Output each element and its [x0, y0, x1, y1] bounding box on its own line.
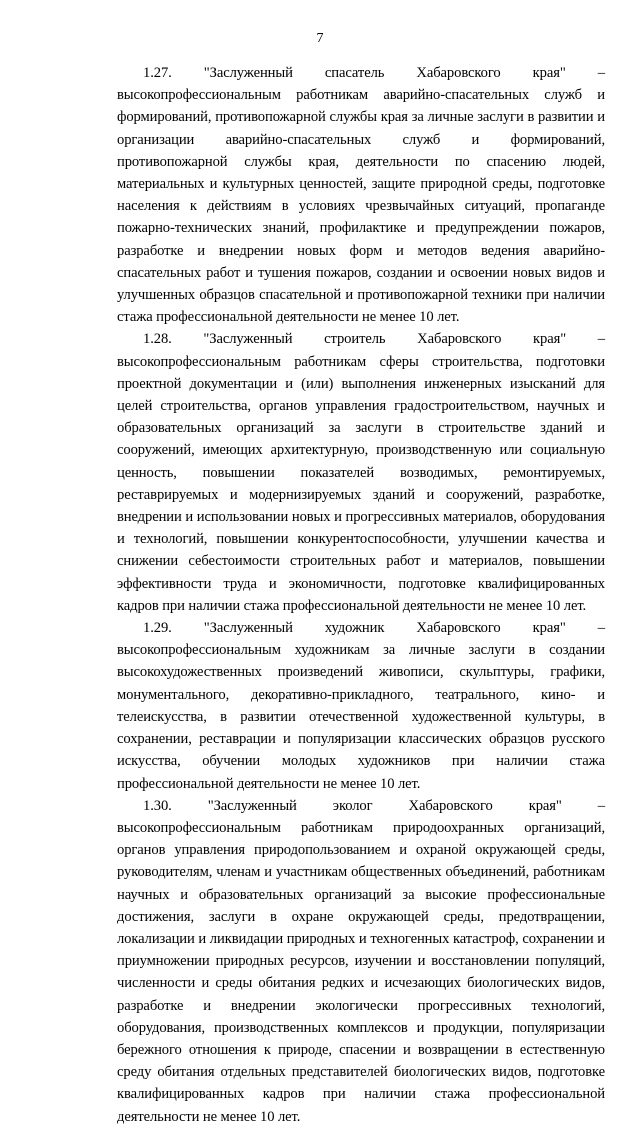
paragraph-1-30: 1.30. "Заслуженный эколог Хабаровского края" – высокопрофессиональным работникам природоохранных организаций, органов управления природопользованием и охраной окружающей среды, руководителям, членам и участникам общественных объединений, работникам научных и образовательных организаций за высокие профессиональные достижения, заслуги в охране окружающей среды, предотвращении, локализации и ликвидации природных и техногенных катастроф, сохранении и приумножении природных ресурсов, изучении и восстановлении популяций, численности и среды обитания редких и исчезающих биологических видов, разработке и внедрении экологически прогрессивных технологий, оборудования, производственных комплексов и продукции, популяризации бережного отношения к природе, спасении и возвращении в естественную среду обитания отдельных представителей биологических видов, подготовке квалифицированных кадров при наличии стажа профессиональной деятельности не менее 10 лет. — [117, 797, 605, 1125]
paragraph-1-27: 1.27. "Заслуженный спасатель Хабаровского края" – высокопрофессиональным работникам аварийно-спасательных служб и формирований, противопожарной службы края за личные заслуги в развитии и организации аварийно-спасательных служб и формирований, противопожарной службы края, деятельности по спасению людей, материальных и культурных ценностей, защите природной среды, подготовке населения к действиям в условиях чрезвычайных ситуаций, пропаганде пожарно-технических знаний, профилактике и предупреждении пожаров, разработке и внедрении новых форм и методов ведения аварийно-спасательных работ и тушения пожаров, создании и освоении новых видов и улучшенных образцов спасательной и противопожарной техники при наличии стажа профессиональной деятельности не менее 10 лет. — [117, 65, 605, 326]
document-body — [117, 62, 605, 1128]
paragraph-1-28: 1.28. "Заслуженный строитель Хабаровского края" – высокопрофессиональным работникам сферы строительства, подготовки проектной документации и (или) выполнения инженерных изысканий для целей строительства, органов управления градостроительством, научных и образовательных организаций за заслуги в строительстве зданий и сооружений, имеющих архитектурную, производственную или социальную ценность, повышении показателей возводимых, ремонтируемых, реставрируемых и модернизируемых зданий и сооружений, разработке, внедрении и использовании новых и прогрессивных материалов, оборудования и технологий, повышении конкурентоспособности, улучшении качества и снижении себестоимости строительных работ и материалов, повышении эффективности труда и экономичности, подготовке квалифицированных кадров при наличии стажа профессиональной деятельности не менее 10 лет. — [117, 331, 605, 614]
page-number: 7 — [316, 31, 324, 46]
paragraph-1-29: 1.29. "Заслуженный художник Хабаровского края" – высокопрофессиональным художникам за личные заслуги в создании высокохудожественных произведений живописи, скульптуры, графики, монументального, декоративно-прикладного, театрального, кино- и телеискусства, в развитии отечественной художественной культуры, в сохранении, реставрации и популяризации классических образцов русского искусства, обучении молодых художников при наличии стажа профессиональной деятельности не менее 10 лет. — [117, 620, 605, 792]
